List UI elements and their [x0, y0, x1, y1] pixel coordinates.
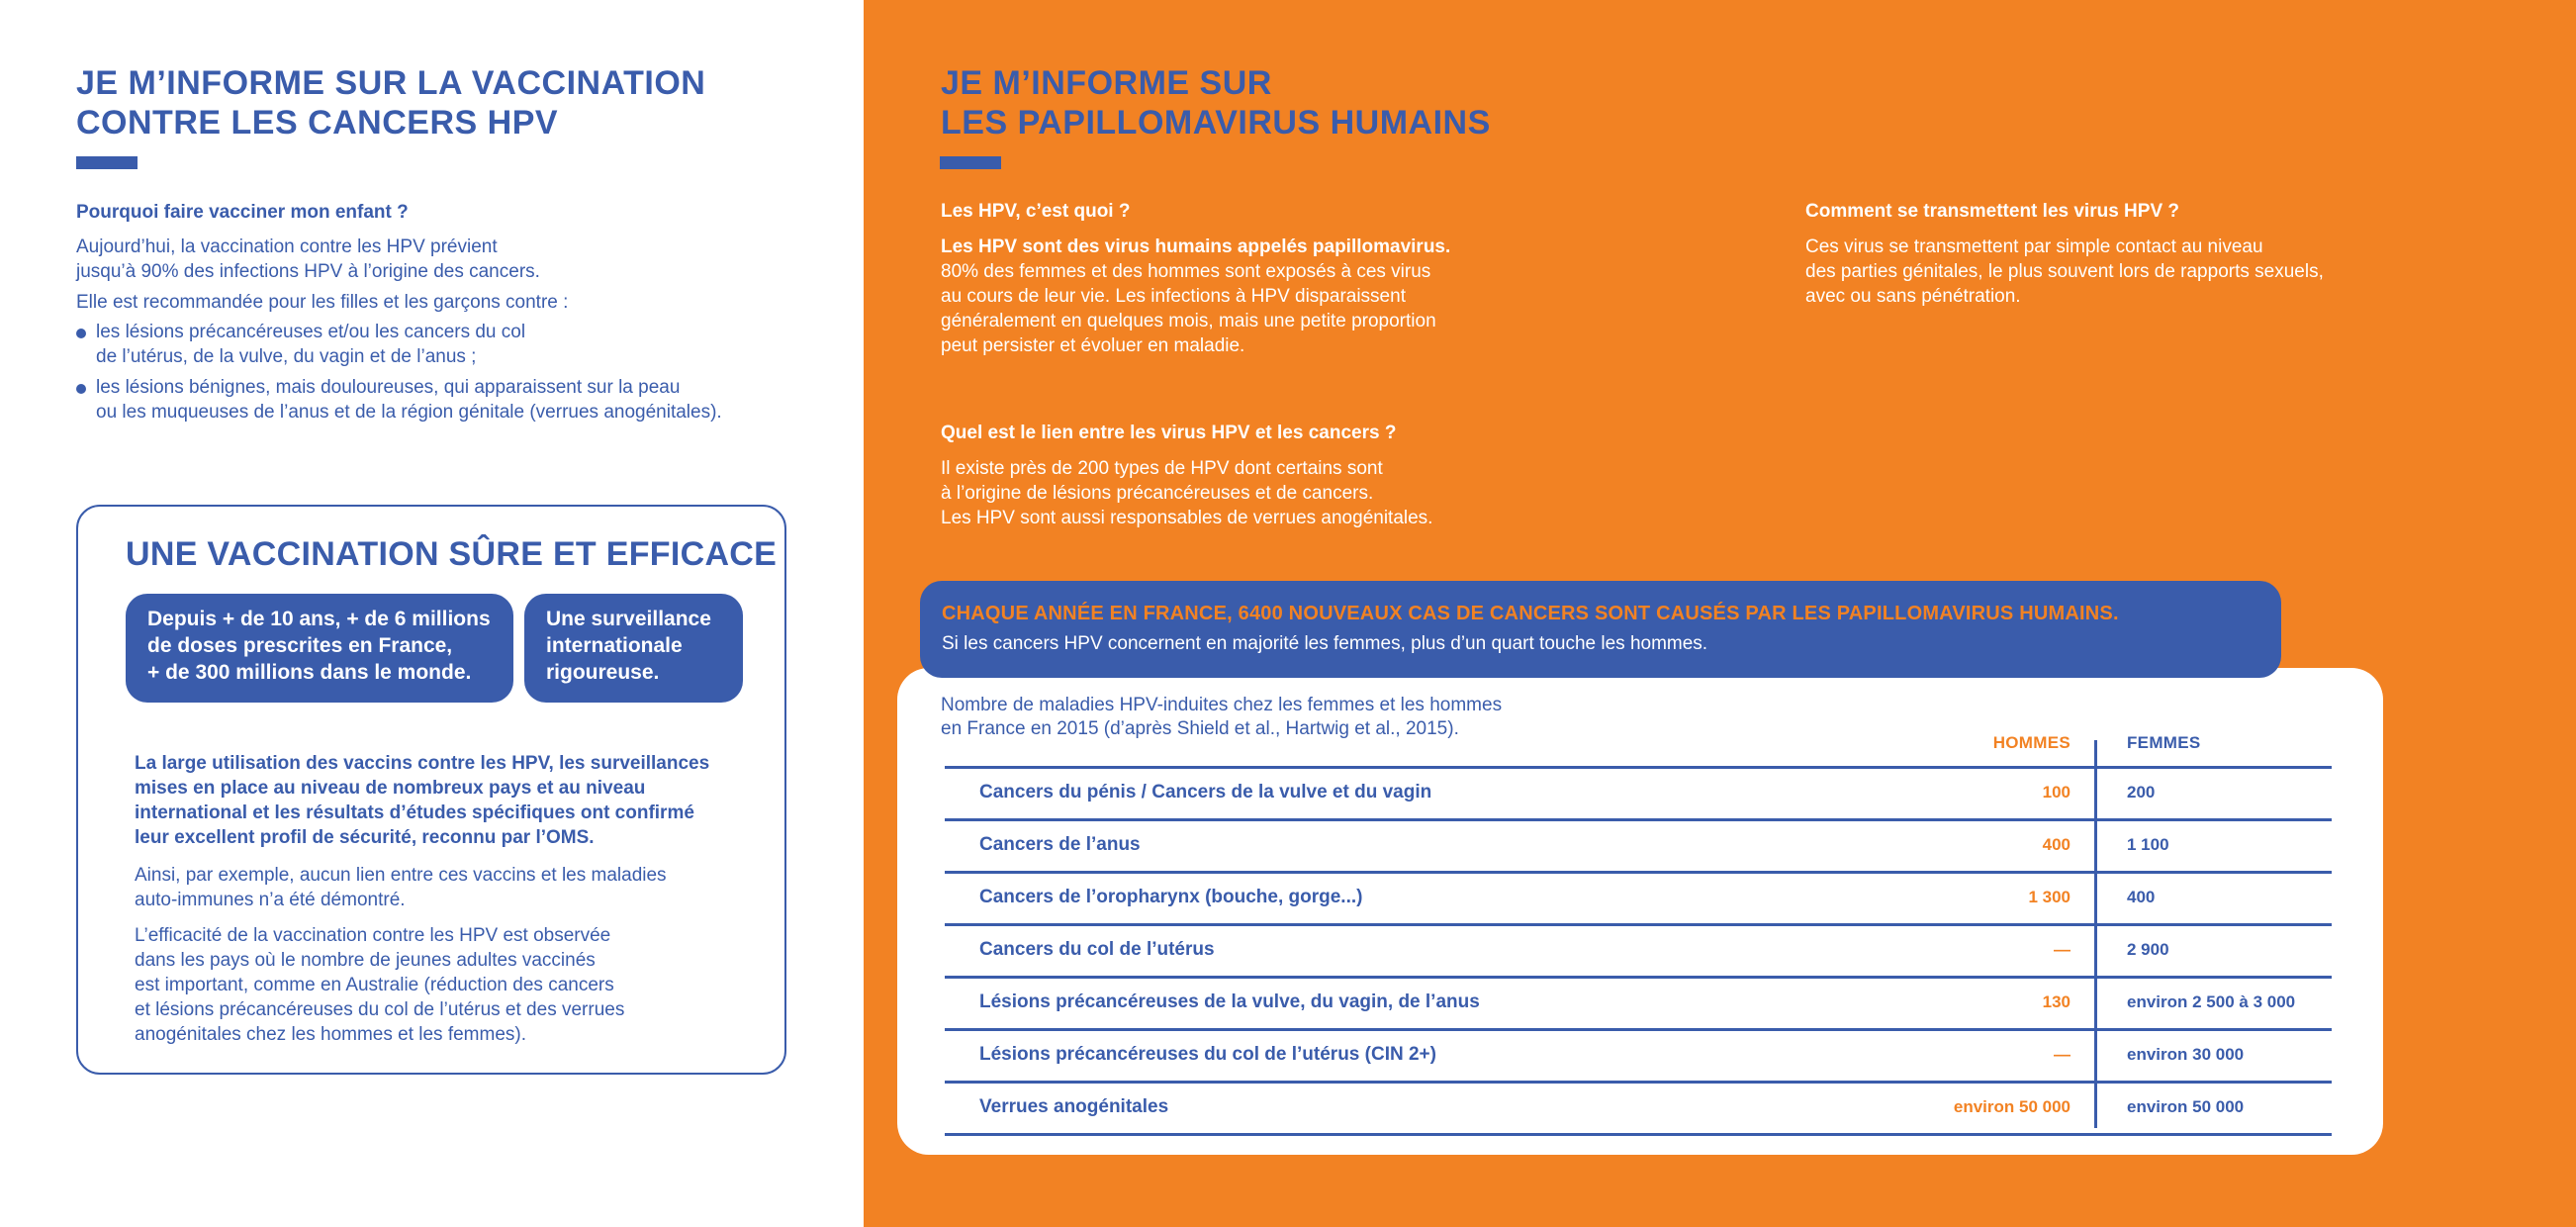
- bullet-line: ou les muqueuses de l’anus et de la région génitale (verrues anogénitales).: [96, 402, 722, 423]
- pill-line: Une surveillance: [546, 608, 711, 630]
- card-line: Ainsi, par exemple, aucun lien entre ces vaccins et les maladies: [135, 865, 667, 886]
- card-line: et lésions précancéreuses du col de l’utérus et des verrues: [135, 999, 625, 1020]
- table-rule: [945, 976, 2332, 979]
- pill-line: + de 300 millions dans le monde.: [147, 661, 472, 684]
- pill-line: rigoureuse.: [546, 661, 660, 684]
- hpv-transmission-answer: [1805, 235, 2324, 309]
- table-cell-men: —: [2054, 940, 2070, 959]
- card-bold-line: La large utilisation des vaccins contre les HPV, les surveillances: [135, 753, 710, 774]
- hpv-what-bold: Les HPV sont des virus humains appelés papillomavirus.: [941, 236, 1451, 257]
- table-row-label: Lésions précancéreuses du col de l’utérus (CIN 2+): [979, 1044, 1436, 1065]
- surveillance-pill: [524, 594, 743, 703]
- table-row-label: Cancers du pénis / Cancers de la vulve et du vagin: [979, 782, 1432, 802]
- safety-card: [76, 505, 786, 1075]
- column-header-women: FEMMES: [2127, 733, 2201, 752]
- doses-pill: [126, 594, 513, 703]
- card-bold-text: [135, 751, 709, 850]
- table-row-label: Cancers de l’oropharynx (bouche, gorge...): [979, 887, 1363, 907]
- column-divider: [2094, 740, 2097, 1128]
- answer-line: avec ou sans pénétration.: [1805, 286, 2021, 307]
- recommend-list: [76, 320, 828, 430]
- left-title-line-1: JE M’INFORME SUR LA VACCINATION: [76, 64, 706, 102]
- intro-line-2: jusqu’à 90% des infections HPV à l’origine des cancers.: [76, 261, 540, 282]
- vaccinate-question: Pourquoi faire vacciner mon enfant ?: [76, 202, 409, 223]
- pill-line: Depuis + de 10 ans, + de 6 millions: [147, 608, 491, 630]
- hpv-transmission-question: Comment se transmettent les virus HPV ?: [1805, 201, 2179, 222]
- left-title: [76, 63, 705, 142]
- table-row-label: Lésions précancéreuses de la vulve, du vagin, de l’anus: [979, 991, 1480, 1012]
- answer-line: Les HPV sont aussi responsables de verrues anogénitales.: [941, 508, 1433, 528]
- bullet-line: de l’utérus, de la vulve, du vagin et de l’anus ;: [96, 346, 477, 367]
- table-row-label: Verrues anogénitales: [979, 1096, 1169, 1117]
- answer-line: des parties génitales, le plus souvent lors de rapports sexuels,: [1805, 261, 2324, 282]
- answer-line: Il existe près de 200 types de HPV dont certains sont: [941, 458, 1383, 479]
- table-cell-men: —: [2054, 1045, 2070, 1064]
- table-cell-women: 1 100: [2127, 835, 2169, 854]
- right-title: [941, 63, 1491, 142]
- table-rule: [945, 818, 2332, 821]
- card-example-text: [135, 863, 667, 912]
- pill-line: internationale: [546, 634, 683, 657]
- answer-line: au cours de leur vie. Les infections à HPV disparaissent: [941, 286, 1406, 307]
- answer-line: à l’origine de lésions précancéreuses et de cancers.: [941, 483, 1374, 504]
- bullet-line: les lésions bénignes, mais douloureuses, qui apparaissent sur la peau: [96, 377, 681, 398]
- hpv-cancer-answer: [941, 456, 1432, 530]
- table-cell-men: 100: [2042, 783, 2070, 802]
- table-rule: [945, 1133, 2332, 1136]
- bullet-dot-icon: [76, 329, 86, 338]
- table-rule: [945, 766, 2332, 769]
- table-cell-women: 400: [2127, 888, 2156, 906]
- right-title-line-2: LES PAPILLOMAVIRUS HUMAINS: [941, 104, 1491, 142]
- card-line: est important, comme en Australie (réduction des cancers: [135, 975, 614, 995]
- table-cell-men: 1 300: [2028, 888, 2070, 906]
- bullet-dot-icon: [76, 384, 86, 394]
- card-line: auto-immunes n’a été démontré.: [135, 890, 406, 910]
- recommend-text: Elle est recommandée pour les filles et les garçons contre :: [76, 292, 569, 313]
- list-item: [76, 375, 828, 425]
- table-cell-women: environ 50 000: [2127, 1097, 2245, 1116]
- annual-cases-banner: [920, 581, 2281, 678]
- right-title-rule: [940, 156, 1001, 169]
- left-title-line-2: CONTRE LES CANCERS HPV: [76, 104, 559, 142]
- table-rule: [945, 871, 2332, 874]
- left-title-rule: [76, 156, 138, 169]
- answer-line: 80% des femmes et des hommes sont exposés à ces virus: [941, 261, 1431, 282]
- list-item: [76, 320, 828, 369]
- table-cell-men: 130: [2042, 992, 2070, 1011]
- caption-line: en France en 2015 (d’après Shield et al., Hartwig et al., 2015).: [941, 718, 1459, 739]
- answer-line: peut persister et évoluer en maladie.: [941, 335, 1245, 356]
- hpv-cancer-question: Quel est le lien entre les virus HPV et les cancers ?: [941, 423, 1397, 443]
- table-cell-men: 400: [2042, 835, 2070, 854]
- card-bold-line: international et les résultats d’études spécifiques ont confirmé: [135, 802, 694, 823]
- table-cell-men: environ 50 000: [1953, 1097, 2070, 1116]
- table-cell-women: 2 900: [2127, 940, 2169, 959]
- column-header-men: HOMMES: [1992, 733, 2070, 752]
- answer-line: Ces virus se transmettent par simple contact au niveau: [1805, 236, 2263, 257]
- caption-line: Nombre de maladies HPV-induites chez les femmes et les hommes: [941, 695, 1503, 715]
- card-bold-line: leur excellent profil de sécurité, reconnu par l’OMS.: [135, 827, 595, 848]
- card-line: anogénitales chez les hommes et les femmes).: [135, 1024, 527, 1045]
- table-row-label: Cancers de l’anus: [979, 834, 1141, 855]
- card-line: L’efficacité de la vaccination contre les HPV est observée: [135, 925, 611, 946]
- table-cell-women: environ 2 500 à 3 000: [2127, 992, 2296, 1011]
- card-bold-line: mises en place au niveau de nombreux pays et au niveau: [135, 778, 646, 799]
- banner-title: CHAQUE ANNÉE EN FRANCE, 6400 NOUVEAUX CAS DE CANCERS SONT CAUSÉS PAR LES PAPILLOMAVIRUS HUMAINS.: [942, 603, 2119, 624]
- intro-text: [76, 235, 540, 284]
- hpv-what-answer: [941, 235, 1450, 358]
- left-panel: [0, 0, 864, 1227]
- table-rule: [945, 1028, 2332, 1031]
- intro-line-1: Aujourd’hui, la vaccination contre les HPV prévient: [76, 236, 498, 257]
- table-rule: [945, 923, 2332, 926]
- table-cell-women: environ 30 000: [2127, 1045, 2245, 1064]
- table-rule: [945, 1081, 2332, 1084]
- bullet-line: les lésions précancéreuses et/ou les cancers du col: [96, 322, 526, 342]
- card-line: dans les pays où le nombre de jeunes adultes vaccinés: [135, 950, 596, 971]
- hpv-what-question: Les HPV, c’est quoi ?: [941, 201, 1131, 222]
- banner-subtitle: Si les cancers HPV concernent en majorité les femmes, plus d’un quart touche les hommes.: [942, 633, 1708, 654]
- answer-line: généralement en quelques mois, mais une petite proportion: [941, 311, 1436, 331]
- card-efficacy-text: [135, 923, 624, 1047]
- table-cell-women: 200: [2127, 783, 2156, 802]
- disease-table-card: [897, 668, 2383, 1155]
- pill-line: de doses prescrites en France,: [147, 634, 453, 657]
- table-row-label: Cancers du col de l’utérus: [979, 939, 1215, 960]
- card-title: UNE VACCINATION SÛRE ET EFFICACE: [126, 535, 778, 573]
- right-title-line-1: JE M’INFORME SUR: [941, 64, 1272, 102]
- table-caption: [941, 694, 1502, 741]
